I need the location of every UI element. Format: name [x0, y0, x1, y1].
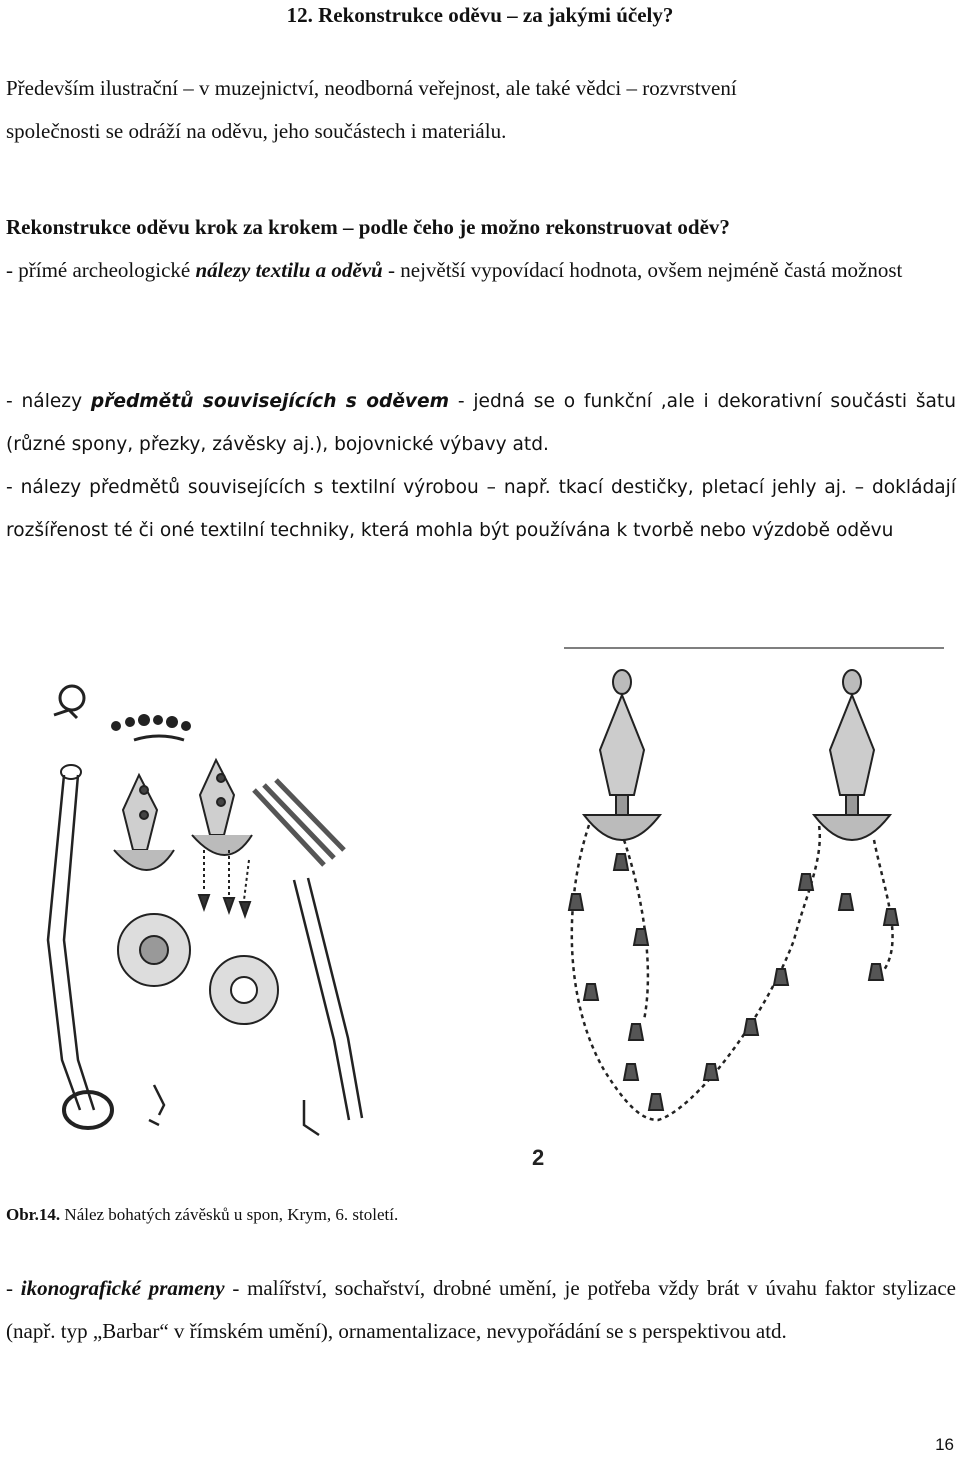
- figure-caption: [6, 1201, 398, 1229]
- intro-line-1: Především ilustrační – v muzejnictví, neodborná veřejnost, ale také vědci – rozvrstvení: [6, 76, 737, 100]
- caption-text: Nález bohatých závěsků u spon, Krym, 6. století.: [64, 1205, 399, 1224]
- item-emphasis: ikonografické prameny: [20, 1276, 225, 1300]
- item-text: - největší vypovídací hodnota, ovšem nejméně častá možnost: [382, 258, 903, 282]
- intro-line-2: společnosti se odráží na oděvu, jeho součástech i materiálu.: [6, 119, 507, 143]
- item-prefix: -: [6, 1276, 21, 1300]
- figure-label: 2: [532, 1145, 545, 1170]
- caption-label: Obr.14.: [6, 1205, 61, 1224]
- list-item-iconographic-sources: [6, 1267, 956, 1353]
- item-emphasis: předmětů souvisejících s oděvem: [90, 391, 450, 412]
- item-text: - malířství, sochařství, drobné umění, je potřeba vždy brát v úvahu faktor stylizace (např. typ „Barbar“ v římském umění), ornamentalizace, nevypořádání se s perspektivou atd.: [6, 1276, 957, 1343]
- figure-brooch-pendants-drawing: [4, 640, 948, 1188]
- item-emphasis: nálezy textilu a oděvů: [195, 258, 383, 282]
- list-item-clothing-objects: [6, 380, 956, 466]
- item-text: - nálezy předmětů souvisejících s textilní výrobou – např. tkací destičky, pletací jehly aj. – dokládají rozšířenost té či oné textilní techniky, která mohla být používána k tvorbě nebo výzdobě oděvu: [6, 477, 956, 541]
- item-prefix: - přímé archeologické: [6, 258, 196, 282]
- page-title: 12. Rekonstrukce oděvu – za jakými účely?: [286, 3, 674, 27]
- section-subheading: Rekonstrukce oděvu krok za krokem – podle čeho je možno rekonstruovat oděv?: [6, 215, 730, 239]
- list-item-textile-finds: [6, 249, 956, 292]
- item-prefix: - nálezy: [6, 391, 91, 412]
- intro-paragraph: [6, 67, 956, 153]
- item-text: - jedná se o funkční ,ale i dekorativní součásti šatu (různé spony, přezky, závěsky aj.), bojovnické výbavy atd.: [6, 391, 957, 455]
- list-item-textile-production: [6, 466, 956, 552]
- page-number: 16: [935, 1435, 954, 1454]
